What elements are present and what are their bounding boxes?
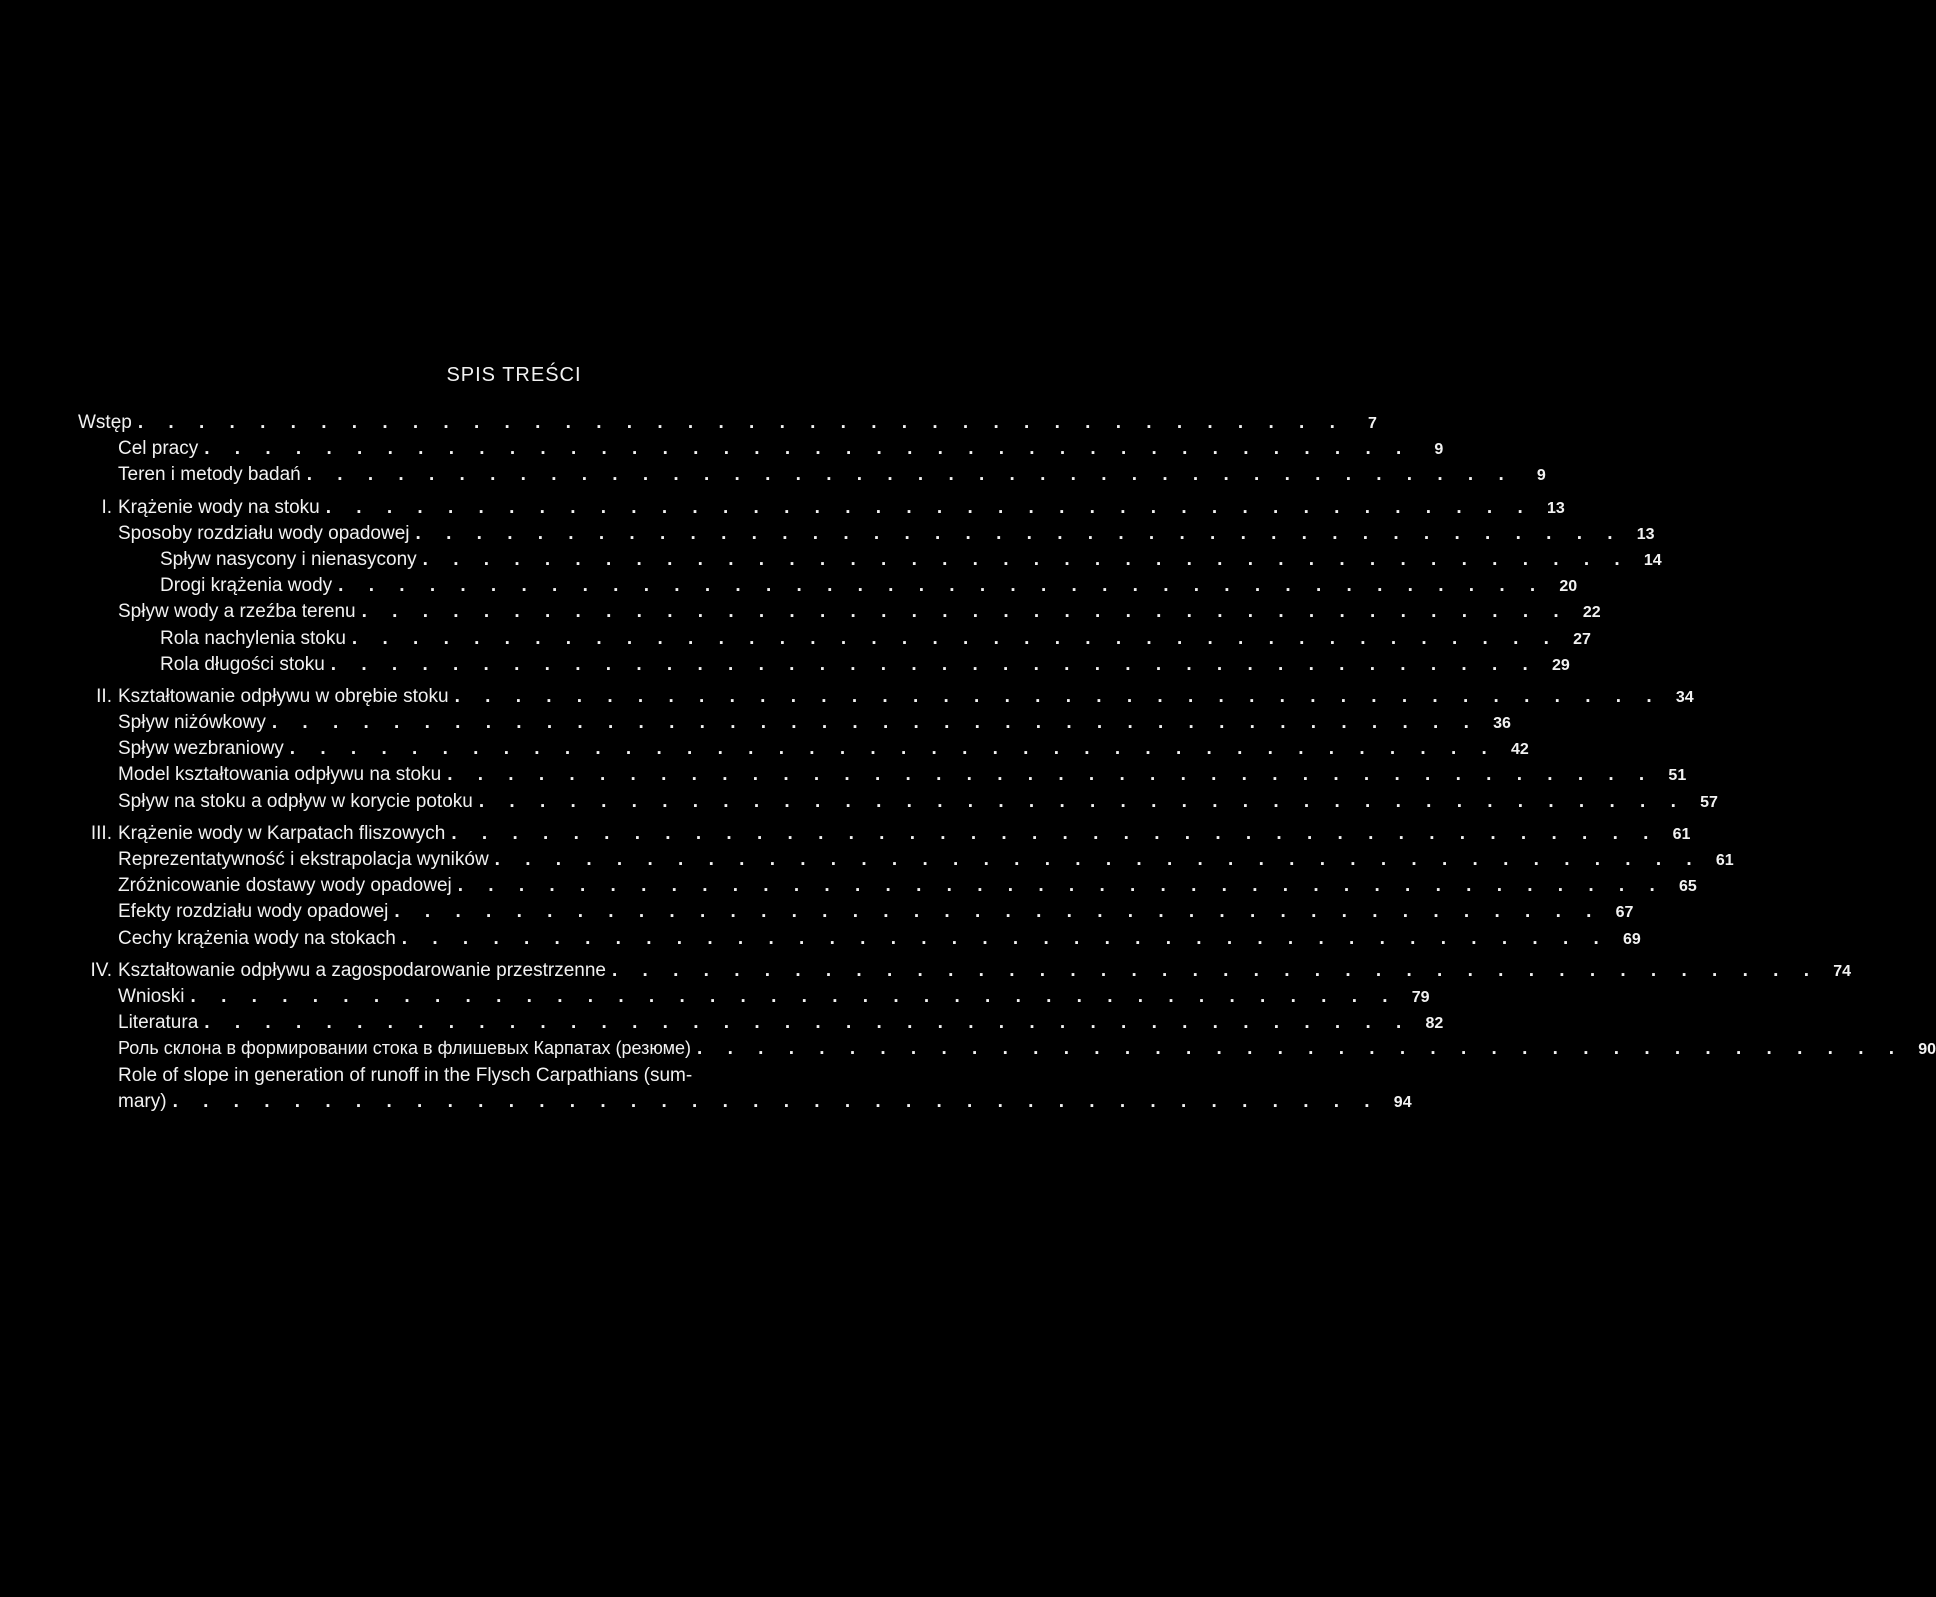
toc-entry-label: Efekty rozdziału wody opadowej [118,901,389,923]
toc-page-number: 34 [1675,688,1694,706]
toc-entry-label: mary) [118,1090,167,1112]
toc-page-number: 74 [1833,962,1851,980]
dot-leader: . . . . . . . . . . . . . . . . . . . . . . . . . . . . . . . . . . . . . . . . [306,464,1514,486]
dot-leader: . . . . . . . . . . . . . . . . . . . . . . . . . . . . . . . . . . . . . . . . [697,1038,1905,1060]
dot-leader: . . . . . . . . . . . . . . . . . . . . . . . . . . . . . . . . . . . . . . . . [289,738,1497,760]
toc-entry-label: Rola długości stoku [160,653,325,675]
toc-entry-label: Zróżnicowanie dostawy wody opadowej [118,875,452,897]
toc-page-number: 13 [1546,499,1565,517]
dot-leader: . . . . . . . . . . . . . . . . . . . . . . . . . . . . . . . . . . . . . . . . [338,575,1546,597]
toc-entry-label: Kształtowanie odpływu a zagospodarowanie przestrzenne [118,959,606,981]
toc-entry-label: Kształtowanie odpływu w obrębie stoku [118,685,449,707]
chapter-number: II. [96,685,112,707]
toc-page-number: 29 [1552,656,1570,674]
dot-leader: . . . . . . . . . . . . . . . . . . . . . . . . . . . . . . . . . . . . . . . . [451,822,1659,844]
toc-page-number: 7 [1367,415,1377,432]
toc-entry [78,764,1687,790]
toc-entry-label: Роль склона в формировании стока в флишевых Карпатах (резюме) [118,1038,692,1059]
toc-entry-label: Teren i metody badań [118,464,301,486]
toc-page-number: 27 [1573,630,1591,648]
toc-entry-label: Cel pracy [118,438,199,460]
toc-chapter-4 [78,959,1851,986]
toc-entry-label: Spływ wody a rzeźba terenu [118,601,356,623]
toc-entry [78,790,1718,817]
toc-page-number: 14 [1643,551,1662,569]
toc-entry-label: Spływ wezbraniowy [118,738,284,760]
chapter-number: I. [101,496,112,518]
toc-page-number: 61 [1672,825,1691,843]
toc-entry [78,875,1697,901]
dot-leader: . . . . . . . . . . . . . . . . . . . . . . . . . . . . . . . . . . . . . . . . [330,653,1538,675]
toc-entry-label: Spływ niżówkowy [118,712,266,734]
toc-page-number: 22 [1582,604,1601,622]
toc-entry-wstep [78,412,1377,438]
toc-page-number: 67 [1615,904,1634,922]
toc-entry-label: Drogi krążenia wody [160,575,333,597]
toc-entry [78,849,1734,875]
toc-page-number: 51 [1668,767,1687,785]
dot-leader: . . . . . . . . . . . . . . . . . . . . . . . . . . . . . . . . . . . . . . . . [204,1012,1412,1034]
chapter-number: IV. [90,959,112,981]
toc-entry [78,927,1641,954]
toc-page-number: 36 [1493,715,1511,733]
chapter-number: III. [90,822,112,844]
toc-entry-english-summary [78,1090,1412,1117]
toc-entry-literatura [78,1012,1444,1038]
toc-chapter-3 [78,822,1691,849]
toc-entry [78,575,1578,601]
dot-leader: . . . . . . . . . . . . . . . . . . . . . . . . . . . . . . . . . . . . . . . . [415,522,1623,544]
dot-leader: . . . . . . . . . . . . . . . . . . . . . . . . . . . . . . . . . . . . . . . . [351,627,1559,649]
toc-entry [78,653,1570,680]
toc-page-number: 82 [1425,1015,1444,1033]
dot-leader: . . . . . . . . . . . . . . . . . . . . . . . . . . . . . . . . . . . . . . . . [190,985,1398,1007]
toc-chapter-2 [78,685,1694,712]
toc-entry-label: Sposoby rozdziału wody opadowej [118,522,410,544]
toc-entry-label: Spływ nasycony i nienasycony [160,548,417,570]
toc-page-number: 94 [1393,1093,1412,1111]
dot-leader: . . . . . . . . . . . . . . . . . . . . . . . . . . . . . . . . . . . . . . . . [271,712,1479,734]
dot-leader: . . . . . . . . . . . . . . . . . . . . . . . . . . . . . . . . . . . . . . . . [172,1090,1380,1112]
dot-leader: . . . . . . . . . . . . . . . . . . . . . . . . . . . . . . . . . . . . . . . . [204,438,1412,460]
page-title: SPIS TREŚCI [446,364,582,386]
toc-entry-english-summary-line1: Role of slope in generation of runoff in the Flysch Carpathians (sum- [118,1064,693,1086]
toc-entry-label: Cechy krążenia wody na stokach [118,927,396,949]
toc-page-number: 79 [1411,988,1430,1006]
dot-leader: . . . . . . . . . . . . . . . . . . . . . . . . . . . . . . . . . . . . . . . . [325,496,1533,518]
toc-entry-label: Krążenie wody w Karpatach fliszowych [118,822,446,844]
toc-entry-label: Literatura [118,1012,199,1034]
table-of-contents [78,412,1936,1117]
toc-entry-label: Spływ na stoku a odpływ w korycie potoku [118,790,473,812]
toc-entry-label: Model kształtowania odpływu na stoku [118,764,442,786]
toc-entry-cel-pracy [78,438,1444,464]
dot-leader: . . . . . . . . . . . . . . . . . . . . . . . . . . . . . . . . . . . . . . . . [137,412,1345,433]
dot-leader: . . . . . . . . . . . . . . . . . . . . . . . . . . . . . . . . . . . . . . . . [457,875,1665,897]
dot-leader: . . . . . . . . . . . . . . . . . . . . . . . . . . . . . . . . . . . . . . . . [422,548,1630,570]
toc-entry [78,627,1591,654]
toc-entry-label: Rola nachylenia stoku [160,627,346,649]
toc-page-number: 61 [1715,852,1734,869]
toc-page-number: 57 [1700,793,1718,811]
toc-page-number: 13 [1636,525,1655,543]
toc-entry [78,522,1655,549]
dot-leader: . . . . . . . . . . . . . . . . . . . . . . . . . . . . . . . . . . . . . . . . [478,790,1686,812]
toc-entry-teren [78,464,1546,490]
toc-entry-wnioski [78,985,1430,1012]
dot-leader: . . . . . . . . . . . . . . . . . . . . . . . . . . . . . . . . . . . . . . . . [401,927,1609,949]
toc-page-number: 69 [1623,930,1641,948]
dot-leader: . . . . . . . . . . . . . . . . . . . . . . . . . . . . . . . . . . . . . . . . [494,849,1702,870]
toc-page-number: 9 [1434,441,1444,459]
toc-entry [78,738,1529,764]
toc-page-number: 42 [1511,741,1529,759]
toc-entry [78,901,1634,927]
dot-leader: . . . . . . . . . . . . . . . . . . . . . . . . . . . . . . . . . . . . . . . . [361,601,1569,623]
toc-entry [78,548,1662,575]
toc-entry [78,712,1511,738]
toc-page-number: 20 [1559,578,1578,596]
toc-entry-label: Krążenie wody na stoku [118,496,320,518]
toc-entry-label: Reprezentatywność i ekstrapolacja wyników [118,849,489,870]
toc-entry-label: Wnioski [118,985,185,1007]
toc-chapter-1 [78,496,1565,523]
toc-page-number: 90 [1918,1041,1936,1059]
dot-leader: . . . . . . . . . . . . . . . . . . . . . . . . . . . . . . . . . . . . . . . . [394,901,1602,923]
toc-page-number: 9 [1536,467,1546,485]
dot-leader: . . . . . . . . . . . . . . . . . . . . . . . . . . . . . . . . . . . . . . . . [447,764,1655,786]
toc-entry-russian-summary [78,1038,1936,1064]
dot-leader: . . . . . . . . . . . . . . . . . . . . . . . . . . . . . . . . . . . . . . . . [454,685,1662,707]
dot-leader: . . . . . . . . . . . . . . . . . . . . . . . . . . . . . . . . . . . . . . . . [611,959,1819,981]
toc-entry [78,601,1601,627]
toc-entry-label: Wstęp [78,412,132,433]
toc-page-number: 65 [1678,878,1697,896]
